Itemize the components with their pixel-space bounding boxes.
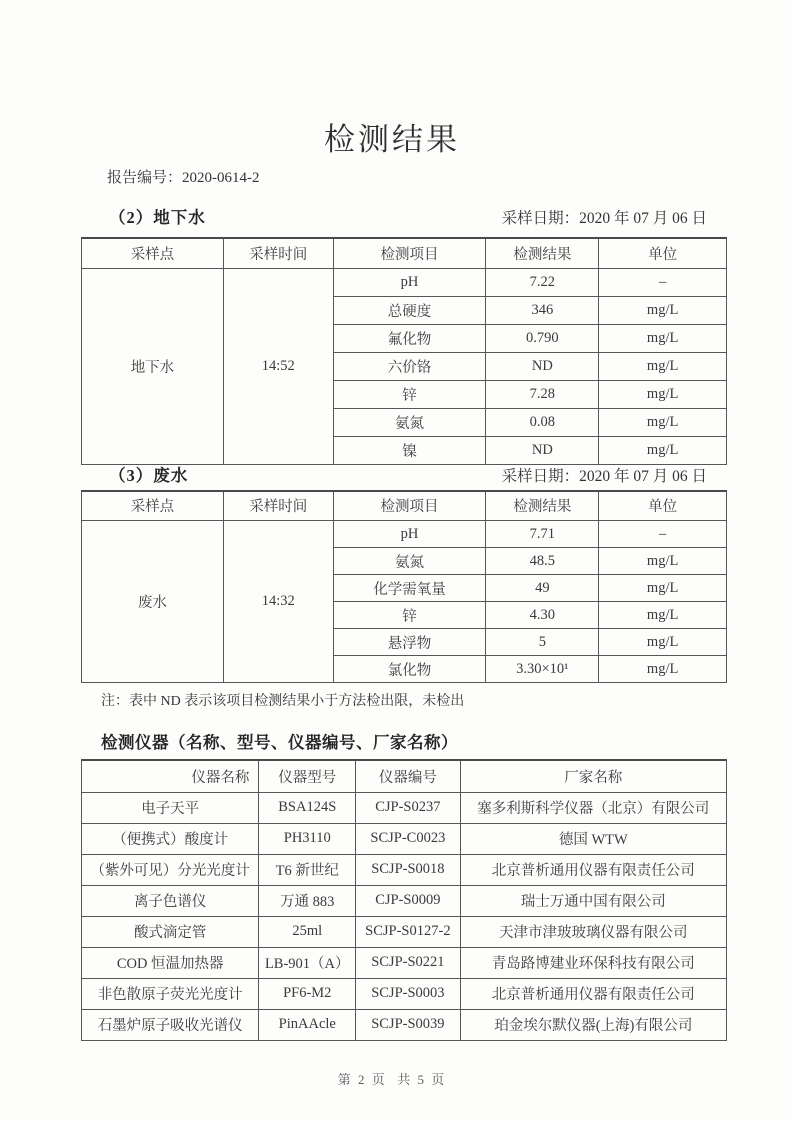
item-cell: 化学需氧量 bbox=[333, 575, 486, 602]
unit-cell: mg/L bbox=[599, 296, 727, 324]
table-row bbox=[82, 916, 727, 947]
instrument-model-cell: PinAAcle bbox=[259, 1009, 356, 1040]
unit-cell: mg/L bbox=[599, 380, 727, 408]
instrument-name-cell: COD 恒温加热器 bbox=[82, 947, 259, 978]
result-cell: 5 bbox=[486, 629, 599, 656]
instrument-serial-cell: SCJP-S0039 bbox=[356, 1009, 460, 1040]
table-body bbox=[82, 792, 727, 1040]
manufacturer-cell: 塞多利斯科学仪器（北京）有限公司 bbox=[460, 792, 726, 823]
item-cell: 锌 bbox=[333, 380, 486, 408]
sample-date-label: 采样日期： bbox=[501, 467, 580, 485]
item-cell: 氟化物 bbox=[333, 324, 486, 352]
col-header-instrument-model: 仪器型号 bbox=[259, 760, 356, 792]
sample-date-groundwater bbox=[502, 206, 707, 228]
manufacturer-cell: 瑞士万通中国有限公司 bbox=[460, 885, 726, 916]
wastewater-results-table bbox=[81, 490, 727, 684]
sample-point-cell: 地下水 bbox=[82, 268, 224, 464]
report-number-line bbox=[81, 166, 727, 187]
header-row bbox=[82, 760, 727, 792]
instrument-model-cell: BSA124S bbox=[259, 792, 356, 823]
instrument-model-cell: LB-901（A） bbox=[259, 947, 356, 978]
manufacturer-cell: 北京普析通用仪器有限责任公司 bbox=[460, 854, 726, 885]
col-header-instrument-serial: 仪器编号 bbox=[356, 760, 460, 792]
sample-date-value: 2020 年 07 月 06 日 bbox=[579, 467, 707, 485]
instrument-model-cell: T6 新世纪 bbox=[259, 854, 356, 885]
instrument-name-cell: 离子色谱仪 bbox=[82, 885, 259, 916]
col-header-item: 检测项目 bbox=[333, 238, 486, 268]
header-row bbox=[82, 491, 727, 521]
table-row bbox=[82, 521, 727, 548]
page-number-footer: 第 2 页 共 5 页 bbox=[337, 1071, 447, 1087]
instrument-model-cell: PF6-M2 bbox=[259, 978, 356, 1009]
section-row-wastewater bbox=[81, 462, 727, 486]
instrument-model-cell: 万通 883 bbox=[259, 885, 356, 916]
section-row-groundwater bbox=[81, 204, 727, 228]
unit-cell: mg/L bbox=[599, 352, 727, 380]
manufacturer-cell: 德国 WTW bbox=[460, 823, 726, 854]
manufacturer-cell: 天津市津玻玻璃仪器有限公司 bbox=[460, 916, 726, 947]
report-number-label: 报告编号： bbox=[107, 170, 183, 186]
table-row bbox=[82, 792, 727, 823]
col-header-manufacturer: 厂家名称 bbox=[460, 760, 726, 792]
nd-note: 注：表中 ND 表示该项目检测结果小于方法检出限，未检出 bbox=[101, 694, 465, 709]
table-header bbox=[82, 760, 727, 792]
instrument-name-cell: （便携式）酸度计 bbox=[82, 823, 259, 854]
result-cell: 3.30×10¹ bbox=[486, 656, 599, 683]
instrument-name-cell: 石墨炉原子吸收光谱仪 bbox=[82, 1009, 259, 1040]
col-header-sample-time: 采样时间 bbox=[223, 238, 333, 268]
section-heading-groundwater: （2）地下水 bbox=[109, 208, 206, 227]
col-header-unit: 单位 bbox=[599, 491, 727, 521]
col-header-result: 检测结果 bbox=[486, 238, 599, 268]
result-cell: 7.28 bbox=[486, 380, 599, 408]
instrument-name-cell: 电子天平 bbox=[82, 792, 259, 823]
table-row bbox=[82, 1009, 727, 1040]
item-cell: 氨氮 bbox=[333, 548, 486, 575]
unit-cell: mg/L bbox=[599, 629, 727, 656]
instrument-name-cell: 非色散原子荧光光度计 bbox=[82, 978, 259, 1009]
col-header-sample-point: 采样点 bbox=[82, 491, 224, 521]
item-cell: 锌 bbox=[333, 602, 486, 629]
sample-date-value: 2020 年 07 月 06 日 bbox=[579, 210, 707, 227]
sample-time-cell: 14:32 bbox=[223, 521, 333, 683]
manufacturer-cell: 青岛路博建业环保科技有限公司 bbox=[460, 947, 726, 978]
table-header bbox=[82, 238, 727, 268]
sample-point-cell: 废水 bbox=[82, 521, 224, 683]
col-header-result: 检测结果 bbox=[486, 491, 599, 521]
item-cell: 镍 bbox=[333, 436, 486, 464]
result-cell: 346 bbox=[486, 296, 599, 324]
instrument-serial-cell: SCJP-S0018 bbox=[356, 854, 460, 885]
result-cell: ND bbox=[486, 352, 599, 380]
item-cell: 总硬度 bbox=[333, 296, 486, 324]
instrument-model-cell: 25ml bbox=[259, 916, 356, 947]
table-row bbox=[82, 885, 727, 916]
sample-date-label: 采样日期： bbox=[501, 210, 580, 227]
page-content bbox=[81, 0, 727, 1088]
unit-cell: mg/L bbox=[599, 602, 727, 629]
instrument-name-cell: （紫外可见）分光光度计 bbox=[82, 854, 259, 885]
page-title: 检测结果 bbox=[324, 122, 460, 157]
unit-cell: mg/L bbox=[599, 548, 727, 575]
unit-cell: mg/L bbox=[599, 436, 727, 464]
header-row bbox=[82, 238, 727, 268]
result-cell: 0.08 bbox=[486, 408, 599, 436]
instrument-name-cell: 酸式滴定管 bbox=[82, 916, 259, 947]
result-cell: 4.30 bbox=[486, 602, 599, 629]
result-cell: 0.790 bbox=[486, 324, 599, 352]
unit-cell: mg/L bbox=[599, 575, 727, 602]
col-header-item: 检测项目 bbox=[333, 491, 486, 521]
unit-cell: – bbox=[599, 521, 727, 548]
instrument-serial-cell: SCJP-S0003 bbox=[356, 978, 460, 1009]
table-row bbox=[82, 268, 727, 296]
instruments-table bbox=[81, 759, 727, 1041]
instruments-heading: 检测仪器（名称、型号、仪器编号、厂家名称） bbox=[101, 733, 458, 752]
sample-time-cell: 14:52 bbox=[223, 268, 333, 464]
instrument-serial-cell: CJP-S0237 bbox=[356, 792, 460, 823]
item-cell: pH bbox=[333, 268, 486, 296]
instrument-serial-cell: SCJP-S0221 bbox=[356, 947, 460, 978]
table-row bbox=[82, 823, 727, 854]
result-cell: ND bbox=[486, 436, 599, 464]
report-number: 2020-0614-2 bbox=[182, 170, 260, 186]
table-body bbox=[82, 521, 727, 683]
unit-cell: – bbox=[599, 268, 727, 296]
instrument-serial-cell: CJP-S0009 bbox=[356, 885, 460, 916]
item-cell: 悬浮物 bbox=[333, 629, 486, 656]
unit-cell: mg/L bbox=[599, 408, 727, 436]
sample-date-wastewater bbox=[502, 464, 707, 486]
table-row bbox=[82, 978, 727, 1009]
section-heading-wastewater: （3）废水 bbox=[109, 465, 189, 485]
item-cell: 六价铬 bbox=[333, 352, 486, 380]
instrument-model-cell: PH3110 bbox=[259, 823, 356, 854]
unit-cell: mg/L bbox=[599, 324, 727, 352]
table-body bbox=[82, 268, 727, 464]
item-cell: pH bbox=[333, 521, 486, 548]
table-row bbox=[82, 947, 727, 978]
col-header-unit: 单位 bbox=[599, 238, 727, 268]
table-row bbox=[82, 854, 727, 885]
unit-cell: mg/L bbox=[599, 656, 727, 683]
result-cell: 48.5 bbox=[486, 548, 599, 575]
result-cell: 7.22 bbox=[486, 268, 599, 296]
result-cell: 49 bbox=[486, 575, 599, 602]
table-header bbox=[82, 491, 727, 521]
item-cell: 氨氮 bbox=[333, 408, 486, 436]
instrument-serial-cell: SCJP-S0127-2 bbox=[356, 916, 460, 947]
instrument-serial-cell: SCJP-C0023 bbox=[356, 823, 460, 854]
col-header-sample-time: 采样时间 bbox=[223, 491, 333, 521]
manufacturer-cell: 珀金埃尔默仪器(上海)有限公司 bbox=[460, 1009, 726, 1040]
manufacturer-cell: 北京普析通用仪器有限责任公司 bbox=[460, 978, 726, 1009]
col-header-instrument-name: 仪器名称 bbox=[82, 760, 259, 792]
col-header-sample-point: 采样点 bbox=[82, 238, 224, 268]
result-cell: 7.71 bbox=[486, 521, 599, 548]
item-cell: 氯化物 bbox=[333, 656, 486, 683]
groundwater-results-table bbox=[81, 237, 727, 465]
